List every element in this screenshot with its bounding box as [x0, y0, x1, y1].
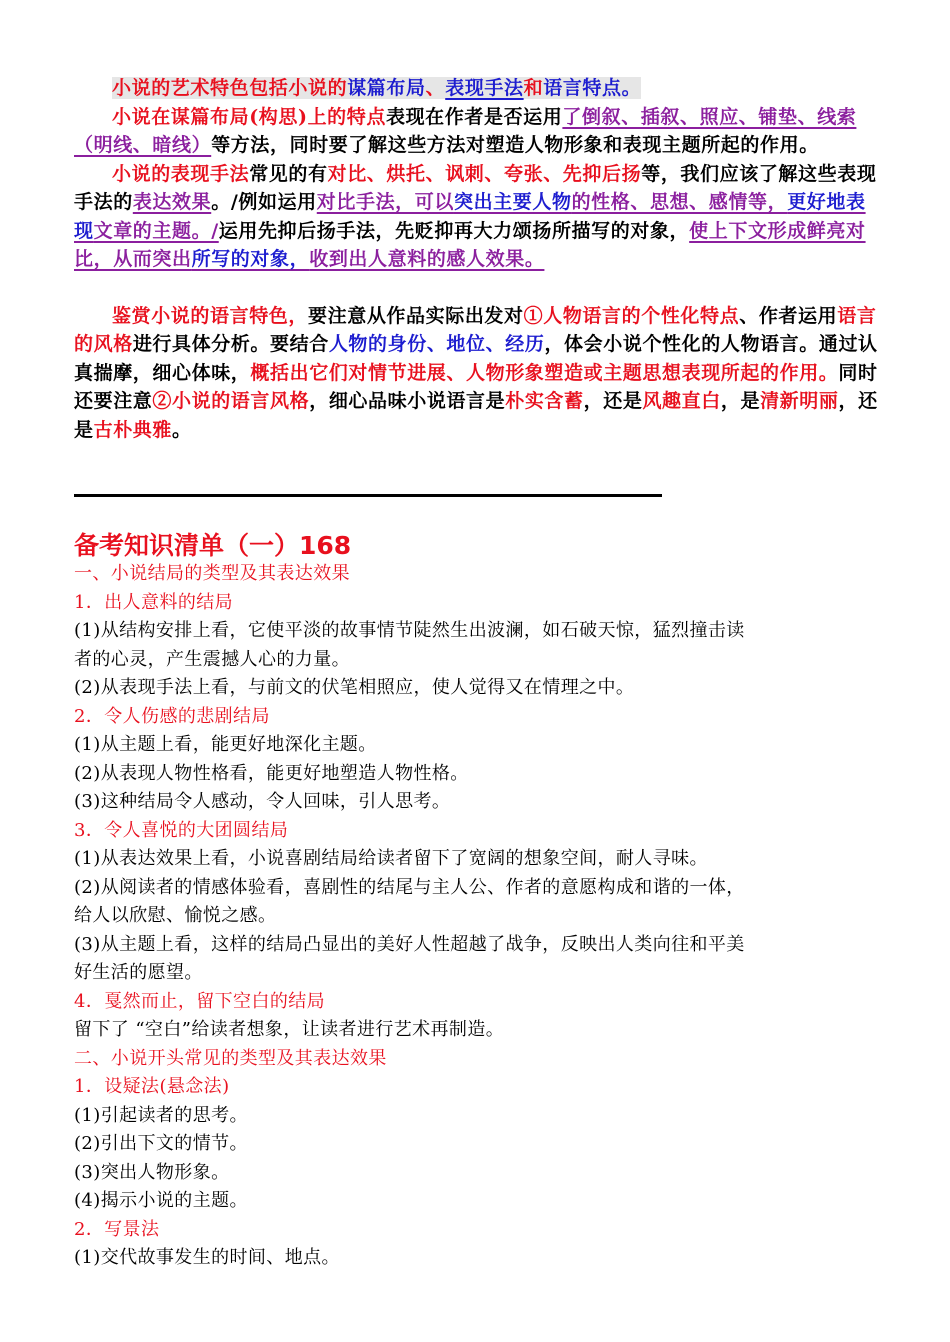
text-run: 古朴典雅: [93, 418, 173, 441]
text-run: 小说在谋篇布局(构思)上的特点: [112, 105, 386, 128]
text-run: 。: [172, 418, 192, 441]
list-heading: 3．令人喜悦的大团圆结局: [74, 819, 289, 841]
text-run: 常见的有: [249, 162, 328, 185]
list-heading: 一、小说结局的类型及其表达效果: [74, 563, 350, 584]
list-heading: 1．出人意料的结局: [74, 591, 234, 613]
list-item: (2)从阅读者的情感体验看，喜剧性的结尾与主人公、作者的意愿构成和谐的一体，: [74, 876, 745, 898]
text-run: 运用先抑后扬手法，先贬抑再大力颂扬所描写的对象，: [218, 219, 690, 242]
text-run: ，体会小说个性化的人物语言。通过认真揣摩，细心体味，: [74, 333, 878, 384]
intro-paragraph-1: [74, 74, 880, 103]
text-run: 所写的对象，: [191, 248, 310, 270]
text-run: 更好地表现: [74, 191, 866, 242]
intro-paragraph-2: [74, 103, 880, 160]
list-heading: 4．戛然而止，留下空白的结局: [74, 990, 326, 1012]
text-run: 、作者运用: [739, 304, 838, 327]
text-run: 进行具体分析。要结合: [132, 333, 329, 355]
text-run: ②小说的语言风格: [152, 390, 310, 412]
text-run: 同时还要注意: [74, 361, 878, 412]
list-item: (3)这种结局令人感动，令人回味，引人思考。: [74, 791, 451, 812]
list-item: 给人以欣慰、愉悦之感。: [74, 905, 277, 926]
text-run: 表达效果: [132, 191, 212, 213]
text-run: ，是: [720, 390, 761, 412]
text-run: 对比手法，可以: [316, 191, 454, 213]
text-run: ，还是: [74, 390, 878, 441]
text-run: 表现手法: [445, 77, 524, 99]
section-divider: [74, 494, 662, 497]
text-run: 等，我们应该了解这些表现手法的: [74, 162, 877, 213]
list-item: 好生活的愿望。: [74, 962, 203, 983]
list-item: (2)从表现人物性格看，能更好地塑造人物性格。: [74, 762, 469, 784]
list-item: (2)从表现手法上看，与前文的伏笔相照应，使人觉得又在情理之中。: [74, 677, 635, 698]
list-item: (1)引起读者的思考。: [74, 1104, 248, 1126]
highlighted-sentence: [112, 77, 641, 99]
text-run: 要注意从作品实际出发对: [308, 304, 524, 327]
text-run: 语言的风格: [74, 304, 877, 355]
list-heading: 1．设疑法(悬念法): [74, 1076, 230, 1097]
text-run: 风趣直白: [642, 390, 721, 412]
text-run: 概括出它们对情节进展、人物形象塑造或主题思想表现所起的作用。: [250, 361, 839, 384]
text-run: 。/例如运用: [211, 191, 317, 213]
text-run: ，细心品味小说语言是: [309, 390, 506, 412]
list-item: (4)揭示小说的主题。: [74, 1190, 248, 1211]
list-item: (1)从主题上看，能更好地深化主题。: [74, 734, 377, 755]
text-run: 小说的艺术特色包括小说的: [112, 77, 348, 99]
list-item: (1)从结构安排上看，它使平淡的故事情节陡然生出波澜，如石破天惊，猛烈撞击读: [74, 620, 745, 641]
list-heading: 二、小说开头常见的类型及其表达效果: [74, 1047, 387, 1069]
text-run: 谋篇布局: [347, 77, 426, 99]
intro-paragraph-3: [74, 160, 880, 274]
list-heading: 2．写景法: [74, 1218, 160, 1240]
list-item: (1)交代故事发生的时间、地点。: [74, 1247, 340, 1268]
text-run: 收到出人意料的感人效果。: [309, 248, 545, 270]
list-item: 者的心灵，产生震撼人心的力量。: [74, 648, 350, 670]
text-run: 等方法，同时要了解这些方法对塑造人物形象和表现主题所起的作用。: [211, 134, 819, 156]
intro-paragraph-4: [74, 302, 880, 445]
text-run: 鉴赏小说的语言特色，: [112, 304, 309, 327]
knowledge-list: [74, 560, 886, 1273]
text-run: 朴实含蓄: [505, 390, 584, 412]
text-run: 使上下文形成鲜亮对比，从而突出: [74, 219, 866, 270]
text-run: 文章的主题。/: [93, 219, 219, 242]
text-run: ①人物语言的个性化特点: [523, 304, 740, 327]
text-run: 的性格、思想、感情等，: [571, 191, 788, 213]
text-run: ，还是: [583, 390, 643, 412]
text-run: 语言特点。: [543, 77, 642, 99]
text-run: 突出主要人物: [453, 191, 572, 213]
text-run: 了倒叙、插叙、照应、铺垫、线索（明线、暗线）: [74, 105, 857, 156]
text-run: 对比、烘托、讽刺、夸张、先抑后扬: [327, 162, 642, 185]
text-run: 、: [425, 77, 446, 99]
text-run: 和: [523, 77, 544, 99]
text-run: 表现在作者是否运用: [385, 105, 563, 128]
text-run: 人物的身份、地位、经历: [328, 333, 545, 355]
list-heading: 2．令人伤感的悲剧结局: [74, 705, 270, 727]
text-run: 小说的表现手法: [112, 162, 250, 185]
intro-section: [74, 74, 880, 444]
list-item: (2)引出下文的情节。: [74, 1133, 248, 1154]
section-title: 备考知识清单（一）168: [74, 531, 352, 560]
list-item: (3)突出人物形象。: [74, 1161, 230, 1183]
text-run: 清新明丽: [760, 390, 839, 412]
list-item: (3)从主题上看，这样的结局凸显出的美好人性超越了战争，反映出人类向往和平美: [74, 933, 745, 955]
list-item: (1)从表达效果上看，小说喜剧结局给读者留下了宽阔的想象空间，耐人寻味。: [74, 848, 708, 869]
list-item: 留下了 “空白”给读者想象，让读者进行艺术再制造。: [74, 1019, 505, 1040]
